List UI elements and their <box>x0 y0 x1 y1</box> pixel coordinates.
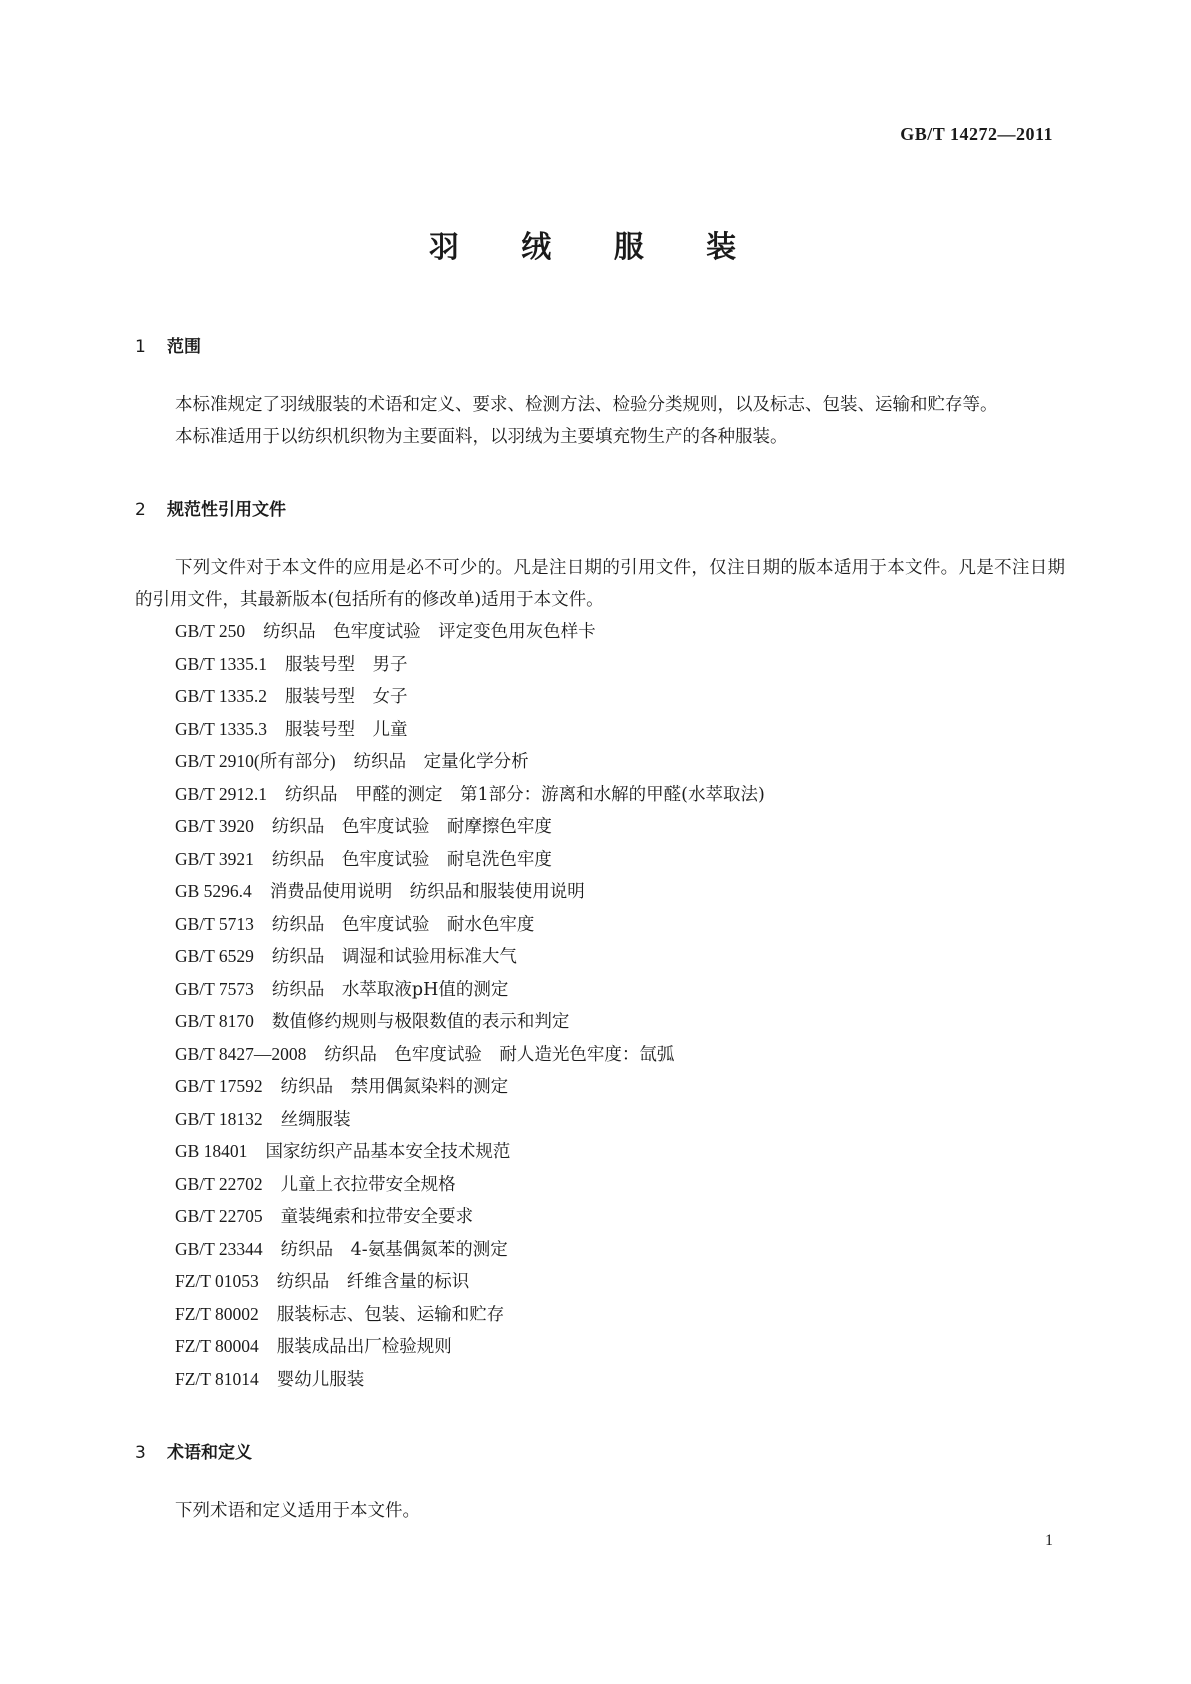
reference-code: GB/T 1335.1 <box>175 653 268 674</box>
reference-item <box>175 779 1065 812</box>
reference-title: 数值修约规则与极限数值的表示和判定 <box>271 1012 570 1032</box>
reference-code: GB/T 18132 <box>175 1108 263 1129</box>
section-number: 3 <box>135 1443 146 1463</box>
reference-code: GB/T 17592 <box>175 1076 263 1096</box>
reference-list <box>135 616 1065 1396</box>
reference-code: FZ/T 01053 <box>175 1271 259 1291</box>
reference-title: 丝绸服装 <box>280 1109 351 1130</box>
reference-title: 服装号型 女子 <box>285 687 408 707</box>
reference-item <box>175 1136 1065 1169</box>
section-title: 范围 <box>167 337 201 357</box>
reference-item <box>175 1169 1065 1202</box>
reference-title: 国家纺织产品基本安全技术规范 <box>265 1142 511 1162</box>
reference-code: FZ/T 80002 <box>175 1303 259 1324</box>
reference-item <box>175 1104 1065 1137</box>
reference-item <box>175 649 1065 682</box>
reference-title: 婴幼儿服装 <box>276 1369 365 1390</box>
reference-item <box>175 1234 1065 1267</box>
reference-item <box>175 1266 1065 1299</box>
reference-item <box>175 941 1065 974</box>
page-number: 1 <box>1045 1532 1053 1549</box>
reference-item <box>175 1331 1065 1364</box>
reference-code: GB/T 1335.3 <box>175 718 268 739</box>
reference-title: 纺织品 定量化学分析 <box>353 752 529 772</box>
terms-intro: 下列术语和定义适用于本文件。 <box>175 1501 420 1521</box>
reference-code: GB/T 8427—2008 <box>175 1043 307 1064</box>
reference-item <box>175 876 1065 909</box>
reference-code: GB/T 250 <box>175 621 246 641</box>
document-title: 羽 绒 服 装 <box>428 230 763 265</box>
reference-title: 纺织品 色牢度试验 评定变色用灰色样卡 <box>263 622 596 642</box>
reference-item <box>175 909 1065 942</box>
reference-code: GB/T 8170 <box>175 1011 254 1031</box>
section-number: 2 <box>135 500 146 520</box>
reference-code: GB/T 23344 <box>175 1238 263 1259</box>
reference-item <box>175 1039 1065 1072</box>
reference-code: GB/T 7573 <box>175 978 254 999</box>
reference-item <box>175 1006 1065 1039</box>
section-heading-normative-references <box>135 493 1065 527</box>
reference-title: 纺织品 色牢度试验 耐人造光色牢度：氙弧 <box>324 1044 675 1065</box>
document-body <box>135 330 1065 1528</box>
reference-title: 纺织品 纤维含量的标识 <box>276 1272 470 1292</box>
reference-title: 服装成品出厂检验规则 <box>276 1337 452 1357</box>
reference-title: 纺织品 色牢度试验 耐摩擦色牢度 <box>271 817 552 837</box>
reference-code: GB 5296.4 <box>175 881 252 901</box>
reference-title: 服装号型 儿童 <box>285 719 408 740</box>
reference-title: 纺织品 水萃取液pH值的测定 <box>271 979 509 1000</box>
reference-item <box>175 974 1065 1007</box>
reference-title: 消费品使用说明 纺织品和服装使用说明 <box>269 882 585 902</box>
reference-code: GB 18401 <box>175 1141 248 1161</box>
section-heading-terms <box>135 1436 1065 1470</box>
section-number: 1 <box>135 337 146 357</box>
reference-code: GB/T 6529 <box>175 946 254 966</box>
reference-code: FZ/T 81014 <box>175 1368 259 1389</box>
reference-code: GB/T 5713 <box>175 913 254 934</box>
reference-title: 儿童上衣拉带安全规格 <box>280 1174 456 1195</box>
reference-title: 童装绳索和拉带安全要求 <box>280 1207 474 1227</box>
scope-paragraph-1: 本标准规定了羽绒服装的术语和定义、要求、检测方法、检验分类规则，以及标志、包装、运输和贮存等。 <box>175 395 998 415</box>
reference-item <box>175 844 1065 877</box>
reference-title: 服装号型 男子 <box>285 654 408 675</box>
reference-code: GB/T 22705 <box>175 1206 263 1226</box>
references-intro: 下列文件对于本文件的应用是必不可少的。凡是注日期的引用文件，仅注日期的版本适用于本文件。凡是不注日期的引用文件，其最新版本(包括所有的修改单)适用于本文件。 <box>135 558 1065 610</box>
reference-title: 纺织品 甲醛的测定 第1部分：游离和水解的甲醛(水萃取法) <box>285 784 765 805</box>
reference-item <box>175 1364 1065 1397</box>
reference-title: 纺织品 4-氨基偶氮苯的测定 <box>280 1239 508 1260</box>
reference-item <box>175 1299 1065 1332</box>
scope-paragraph-2: 本标准适用于以纺织机织物为主要面料，以羽绒为主要填充物生产的各种服装。 <box>175 426 788 447</box>
reference-item <box>175 616 1065 649</box>
reference-item <box>175 1201 1065 1234</box>
reference-item <box>175 1071 1065 1104</box>
reference-title: 服装标志、包装、运输和贮存 <box>276 1304 505 1325</box>
reference-item <box>175 746 1065 779</box>
reference-code: GB/T 22702 <box>175 1173 263 1194</box>
reference-item <box>175 681 1065 714</box>
standard-number: GB/T 14272—2011 <box>900 124 1053 144</box>
reference-code: GB/T 2912.1 <box>175 783 268 804</box>
reference-code: GB/T 3920 <box>175 816 254 836</box>
section-title: 术语和定义 <box>167 1443 252 1463</box>
section-heading-scope <box>135 330 1065 364</box>
section-title: 规范性引用文件 <box>167 500 286 520</box>
reference-title: 纺织品 调湿和试验用标准大气 <box>271 947 517 967</box>
reference-title: 纺织品 色牢度试验 耐皂洗色牢度 <box>271 849 552 870</box>
reference-item <box>175 714 1065 747</box>
reference-title: 纺织品 禁用偶氮染料的测定 <box>280 1077 509 1097</box>
reference-code: GB/T 1335.2 <box>175 686 268 706</box>
reference-code: FZ/T 80004 <box>175 1336 259 1356</box>
reference-title: 纺织品 色牢度试验 耐水色牢度 <box>271 914 535 935</box>
reference-code: GB/T 2910(所有部分) <box>175 751 336 771</box>
reference-item <box>175 811 1065 844</box>
reference-code: GB/T 3921 <box>175 848 254 869</box>
